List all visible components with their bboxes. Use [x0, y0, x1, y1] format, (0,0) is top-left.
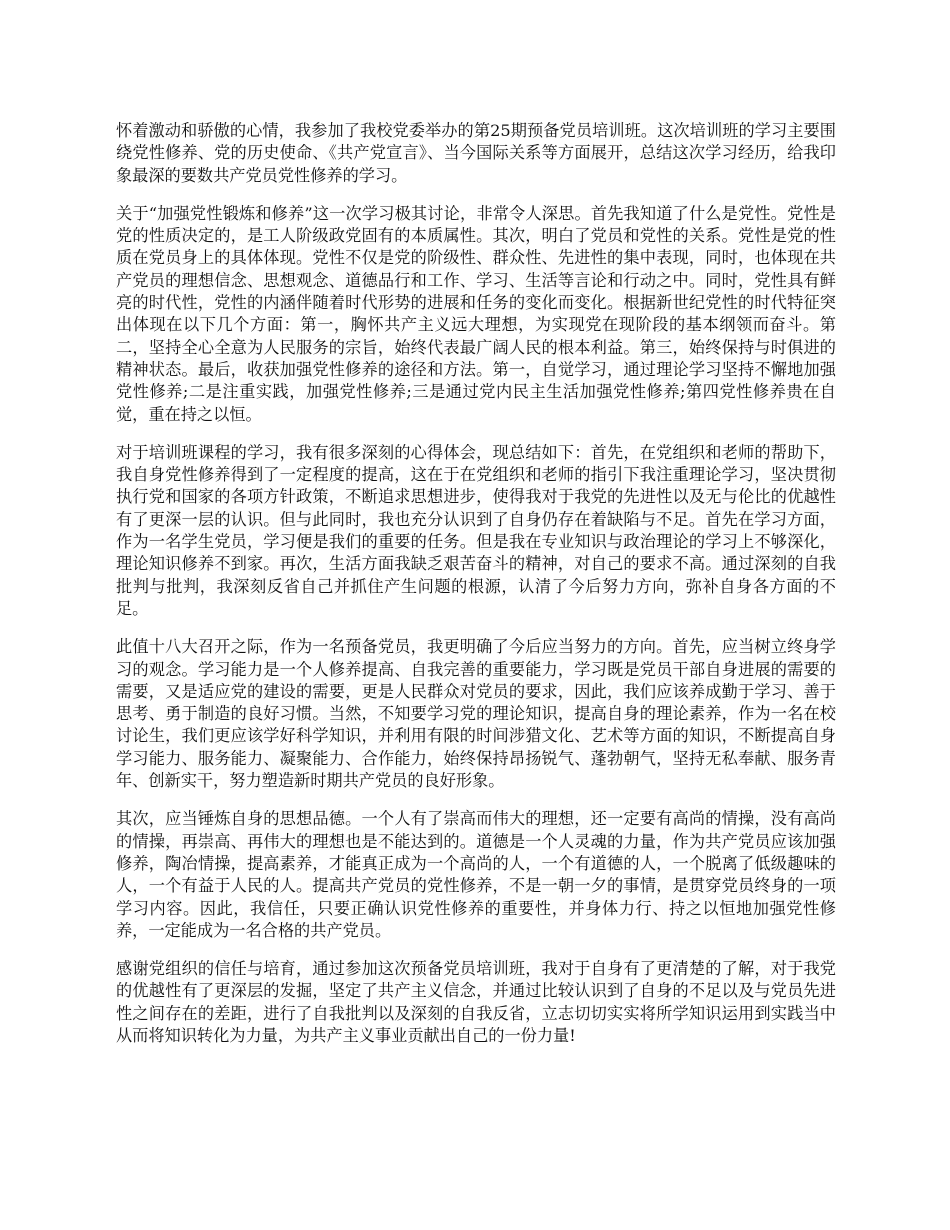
paragraph-2: 关于“加强党性锻炼和修养”这一次学习极其讨论，非常令人深思。首先我知道了什么是党性。党性是党的性质决定的，是工人阶级政党固有的本质属性。其次，明白了党员和党性的关系。党性是党的性质在党员身上的具体体现。党性不仅是党的阶级性、群众性、先进性的集中表现，同时，也体现在共产党员的理想信念、思想观念、道德品行和工作、学习、生活等言论和行动之中。同时，党性具有鲜亮的时代性，党性的内涵伴随着时代形势的进展和任务的变化而变化。根据新世纪党性的时代特征突出体现在以下几个方面：第一，胸怀共产主义远大理想，为实现党在现阶段的基本纲领而奋斗。第二，坚持全心全意为人民服务的宗旨，始终代表最广阔人民的根本利益。第三，始终保持与时俱进的精神状态。最后，收获加强党性修养的途径和方法。第一，自觉学习，通过理论学习坚持不懈地加强党性修养;二是注重实践，加强党性修养;三是通过党内民主生活加强党性修养;第四党性修养贵在自觉，重在持之以恒。	[116, 203, 836, 424]
document-body	[116, 120, 836, 1063]
paragraph-3: 对于培训班课程的学习，我有很多深刻的心得体会，现总结如下：首先，在党组织和老师的帮助下，我自身党性修养得到了一定程度的提高，这在于在党组织和老师的指引下我注重理论学习，坚决贯彻执行党和国家的各项方针政策，不断追求思想进步，使得我对于我党的先进性以及无与伦比的优越性有了更深一层的认识。但与此同时，我也充分认识到了自身仍存在着缺陷与不足。首先在学习方面，作为一名学生党员，学习便是我们的重要的任务。但是我在专业知识与政治理论的学习上不够深化，理论知识修养不到家。再次，生活方面我缺乏艰苦奋斗的精神，对自己的要求不高。通过深刻的自我批判与批判，我深刻反省自己并抓住产生问题的根源，认清了今后努力方向，弥补自身各方面的不足。	[116, 442, 836, 618]
paragraph-1: 怀着激动和骄傲的心情，我参加了我校党委举办的第25期预备党员培训班。这次培训班的学习主要围绕党性修养、党的历史使命、《共产党宣言》、当今国际关系等方面展开，总结这次学习经历，给我印象最深的要数共产党员党性修养的学习。	[116, 121, 836, 185]
paragraph-5: 其次，应当锤炼自身的思想品德。一个人有了崇高而伟大的理想，还一定要有高尚的情操，没有高尚的情操，再崇高、再伟大的理想也是不能达到的。道德是一个人灵魂的力量，作为共产党员应该加强修养，陶冶情操，提高素养，才能真正成为一个高尚的人，一个有道德的人，一个脱离了低级趣味的人，一个有益于人民的人。提高共产党员的党性修养，不是一朝一夕的事情，是贯穿党员终身的一项学习内容。因此，我信任，只要正确认识党性修养的重要性，并身体力行、持之以恒地加强党性修养，一定能成为一名合格的共产党员。	[116, 809, 836, 940]
paragraph-6: 感谢党组织的信任与培育，通过参加这次预备党员培训班，我对于自身有了更清楚的了解，对于我党的优越性有了更深层的发掘，坚定了共产主义信念，并通过比较认识到了自身的不足以及与党员先进性之间存在的差距，进行了自我批判以及深刻的自我反省，立志切切实实将所学知识运用到实践当中从而将知识转化为力量，为共产主义事业贡献出自己的一份力量!	[116, 959, 836, 1045]
paragraph-4: 此值十八大召开之际，作为一名预备党员，我更明确了今后应当努力的方向。首先，应当树立终身学习的观念。学习能力是一个人修养提高、自我完善的重要能力，学习既是党员干部自身进展的需要的需要，又是适应党的建设的需要，更是人民群众对党员的要求，因此，我们应该养成勤于学习、善于思考、勇于制造的良好习惯。当然，不知要学习党的理论知识，提高自身的理论素养，作为一名在校讨论生，我们更应该学好科学知识，并利用有限的时间涉猎文化、艺术等方面的知识，不断提高自身学习能力、服务能力、凝聚能力、合作能力，始终保持昂扬锐气、蓬勃朝气，坚持无私奉献、服务青年、创新实干，努力塑造新时期共产党员的良好形象。	[116, 637, 836, 791]
